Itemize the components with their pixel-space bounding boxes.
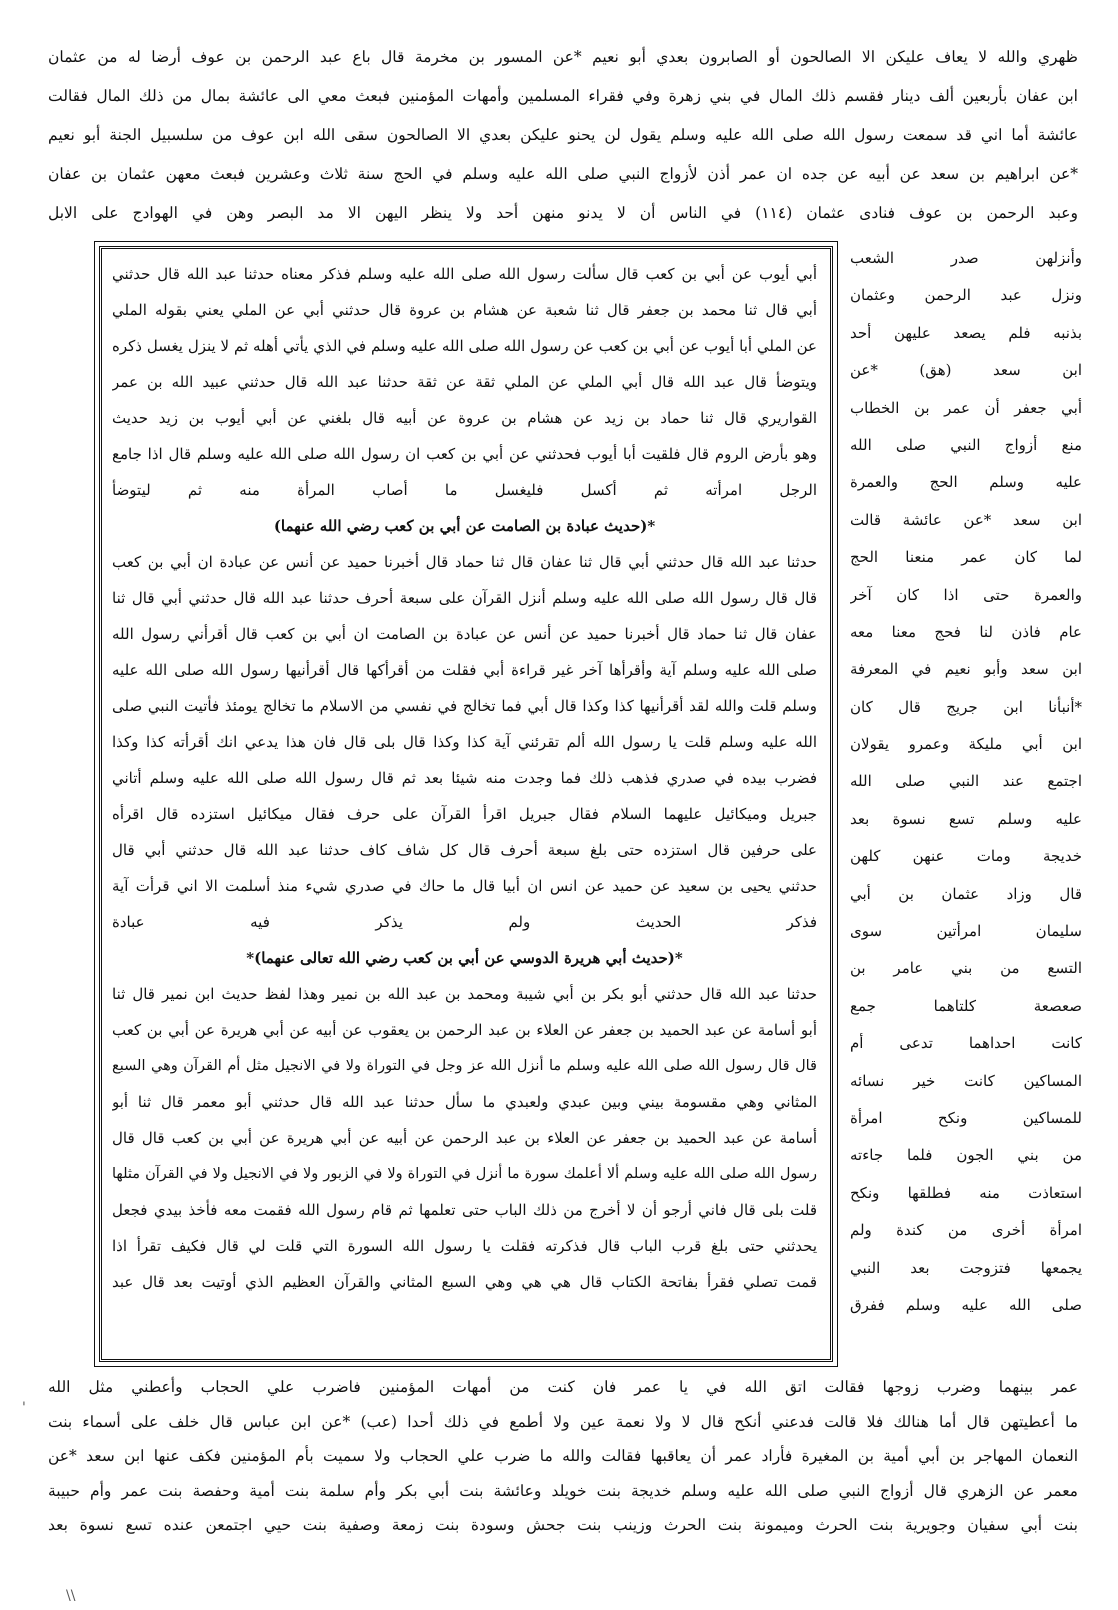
side-line: منع أزواج النبي صلى الله xyxy=(850,435,1082,454)
side-line: *أنبأنا ابن جريج قال كان xyxy=(850,697,1082,716)
side-line: يجمعها فتزوجت بعد النبي xyxy=(850,1258,1082,1277)
side-line: لما كان عمر منعنا الحج xyxy=(850,548,1082,567)
side-line: ابن سعد (هق) *عن xyxy=(850,361,1082,380)
side-line: عليه وسلم الحج والعمرة xyxy=(850,473,1082,492)
main-line: قلت بلى قال فاني أرجو أن لا أخرج من ذلك الباب حتى تعلمها ثم قام رسول الله فقمت معه فأخذ بيدي فجعل xyxy=(112,1201,817,1219)
bottom-line: ما أعطيتهن قال أما هنالك فلا قالت فدعني أنكح قال لا ولا نعمة عين ولا أطمع في ذلك أحدا (عب) *عن ابن عباس قال خلف على أسماء بنت xyxy=(48,1412,1078,1431)
main-line: عفان قال ثنا حماد قال أخبرنا حميد عن أنس عن عبادة بن الصامت ان أبي بن كعب قال أقرأني رسول الله xyxy=(112,625,817,643)
main-line: وهو بأرض الروم قال فلقيت أبا أيوب فحدثني عن أبي بن كعب ان رسول الله صلى الله عليه وسلم قال اذا جامع xyxy=(112,445,817,463)
main-line: ويتوضأ قال عبد الله قال أبي الملي عن الملي ثقة عن ثقة حدثنا عبد الله قال حدثني عبيد الله بن عمر xyxy=(112,373,817,391)
main-line: الرجل امرأته ثم أكسل فليغسل ما أصاب المرأة منه ثم ليتوضأ xyxy=(112,481,817,499)
side-line: خديجة ومات عنهن كلهن xyxy=(850,847,1082,866)
main-line: قمت تصلي فقرأ بفاتحة الكتاب قال هي هي وهي السبع المثاني والقرآن العظيم الذي أوتيت بعد قال عبد xyxy=(112,1273,817,1291)
main-line: فذكر الحديث ولم يذكر فيه عبادة xyxy=(112,913,817,931)
top-margin-commentary xyxy=(48,38,1078,234)
main-text xyxy=(112,256,817,1350)
side-line: عليه وسلم تسع نسوة بعد xyxy=(850,809,1082,828)
scan-artifact: \\ xyxy=(66,1588,76,1604)
side-line: والعمرة حتى اذا كان آخر xyxy=(850,585,1082,604)
side-line: اجتمع عند النبي صلى الله xyxy=(850,772,1082,791)
main-line: أسامة عن عبد الحميد بن جعفر عن العلاء بن عبد الرحمن عن أبيه عن أبي هريرة عن أبي بن كعب قال قال xyxy=(112,1129,817,1147)
scan-artifact: ' xyxy=(22,1400,26,1416)
top-line: ظهري والله لا يعاف عليكن الا الصالحون أو الصابرون بعدي أبو نعيم *عن المسور بن مخرمة قال باع عبد الرحمن بن عوف أرضا له من عثمان xyxy=(48,48,1078,66)
side-line: بذنبه فلم يصعد عليهن أحد xyxy=(850,323,1082,342)
main-line: عن الملي أبا أيوب عن أبي بن كعب عن رسول الله صلى الله عليه وسلم في الذي يأتي أهله ثم لا ينزل يغسل ذكره xyxy=(112,337,817,355)
main-line: أبي أيوب عن أبي بن كعب قال سألت رسول الله صلى الله عليه وسلم فذكر معناه حدثنا عبد الله قال حدثني xyxy=(112,265,817,283)
main-line: وسلم قلت والله لقد أقرأنيها كذا وكذا قال أبي فما تخالج في نفسي من الاسلام ما تخالج يومئذ فأتيت النبي صلى xyxy=(112,697,817,715)
main-line: المثاني وهي مقسومة بيني وبين عبدي ولعبدي ما سأل حدثنا عبد الله قال حدثني أبو معمر قال ثنا أبو xyxy=(112,1093,817,1111)
side-line: كانت احداهما تدعى أم xyxy=(850,1034,1082,1053)
bottom-line: بنت أبي سفيان وجويرية بنت الحرث وميمونة بنت الحرث وزينب بنت جحش وسودة بنت زمعة وصفية بنت حيي اجتمعن عنده تسع نسوة بعد xyxy=(48,1516,1078,1534)
main-line: أبو أسامة عن عبد الحميد بن جعفر عن العلاء بن عبد الرحمن بن يعقوب عن أبيه عن أبي هريرة عن أبي بن كعب xyxy=(112,1021,817,1039)
bottom-line: عمر بينهما وضرب زوجها فقالت اتق الله في يا عمر فان كنت من أمهات المؤمنين فاضرب علي الحجاب وأعطني مثل الله xyxy=(48,1378,1078,1396)
top-line: ابن عفان بأربعين ألف دينار فقسم ذلك المال في بني زهرة وفي فقراء المسلمين وأمهات المؤمنين فبعث معي الى عائشة بمال من ذلك المال فقالت xyxy=(48,87,1078,105)
top-line: وعبد الرحمن بن عوف فنادى عثمان (١١٤) في الناس أن لا يدنو منهن أحد ولا ينظر اليهن الا مد البصر وهن في الهوادج على الابل xyxy=(48,204,1078,222)
bottom-margin-commentary xyxy=(48,1370,1078,1590)
main-line: صلى الله عليه وسلم آية وأقرأها آخر غير قراءة أبي فقلت من أقرأكها قال أقرأنيها رسول الله صلى الله عليه xyxy=(112,661,817,679)
main-line: يحدثني حتى بلغ قرب الباب قال فذكرته فقلت يا رسول الله السورة التي قلت لي قال فكيف تقرأ اذا xyxy=(112,1237,817,1255)
side-line: استعاذت منه فطلقها ونكح xyxy=(850,1183,1082,1202)
main-line: على حرفين قال استزده حتى بلغ سبعة أحرف قال كل شاف كاف حدثنا عبد الله قال حدثني أبي قال xyxy=(112,841,817,859)
side-line: سليمان امرأتين سوى xyxy=(850,922,1082,941)
main-line: أبي قال ثنا محمد بن جعفر قال ثنا شعبة عن هشام بن عروة قال حدثني أبي عن الملي يعني بقوله الملي xyxy=(112,301,817,319)
side-line: ابن أبي مليكة وعمرو يقولان xyxy=(850,735,1082,754)
main-line: قال قال رسول الله صلى الله عليه وسلم ما أنزل الله عز وجل في التوراة ولا في الانجيل مثل أم القرآن وهي السبع xyxy=(112,1058,817,1074)
section-heading: *(حديث عبادة بن الصامت عن أبي بن كعب رضي الله عنهما) xyxy=(273,517,656,535)
main-line: الله عليه وسلم قلت يا رسول الله ألم تقرئني آية كذا وكذا قال بلى قال فان هذا يدعي انك أقرأته كذا وكذا xyxy=(112,733,817,751)
bottom-line: معمر عن الزهري قال أزواج النبي صلى الله عليه وسلم خديجة بنت خويلد وعائشة بنت أبي بكر وأم سلمة بنت أمية وحفصة بنت عمر وأم حبيبة xyxy=(48,1481,1078,1500)
side-line: وأنزلهن صدر الشعب xyxy=(850,249,1082,267)
side-line: صعصعة كلتاهما جمع xyxy=(850,996,1082,1015)
top-line: عائشة أما اني قد سمعت رسول الله صلى الله عليه وسلم يقول لن يحنو عليكن بعدي الا الصالحون سقى الله ابن عوف من سلسبيل الجنة أبو نعيم xyxy=(48,126,1078,144)
side-line: ونزل عبد الرحمن وعثمان xyxy=(850,286,1082,305)
main-line: القواريري قال ثنا حماد بن زيد عن هشام بن عروة عن أبيه قال بلغني عن أبي أيوب بن زيد حديث xyxy=(112,409,817,427)
side-line: ابن سعد وأبو نعيم في المعرفة xyxy=(850,660,1082,679)
side-line: صلى الله عليه وسلم ففرق xyxy=(850,1295,1082,1314)
main-line: حدثنا عبد الله قال حدثني أبو بكر بن أبي شيبة ومحمد بن عبد الله بن نمير وهذا لفظ حديث ابن نمير قال ثنا xyxy=(112,985,817,1003)
side-margin-commentary xyxy=(850,240,1082,1360)
side-line: التسع من بني عامر بن xyxy=(850,959,1082,978)
side-line: المساكين كانت خير نسائه xyxy=(850,1071,1082,1090)
side-line: أبي جعفر أن عمر بن الخطاب xyxy=(850,398,1082,417)
side-line: عام فاذن لنا فحج معنا معه xyxy=(850,622,1082,641)
side-line: من بني الجون فلما جاءته xyxy=(850,1146,1082,1165)
section-heading: *(حديث أبي هريرة الدوسي عن أبي بن كعب رضي الله تعالى عنهما)* xyxy=(246,949,683,967)
side-line: للمساكين ونكح امرأة xyxy=(850,1108,1082,1127)
side-line: امرأة أخرى من كندة ولم xyxy=(850,1221,1082,1240)
side-line: ابن سعد *عن عائشة قالت xyxy=(850,510,1082,529)
main-line: رسول الله صلى الله عليه وسلم ألا أعلمك سورة ما أنزل في التوراة ولا في الزبور ولا في الانجيل ولا في القرآن مثلها xyxy=(112,1166,817,1182)
main-line: حدثني يحيى بن سعيد عن حميد عن انس ان أبيا قال ما حاك في صدري شيء منذ أسلمت الا اني قرأت آية xyxy=(112,877,817,895)
main-line: فضرب بيده في صدري فذهب ذلك فما وجدت منه شيئا بعد ثم قال رسول الله صلى الله عليه وسلم أتاني xyxy=(112,769,817,787)
bottom-line: النعمان المهاجر بن أبي أمية بن المغيرة فأراد عمر أن يعاقبها فقالت والله ما ضرب علي الحجاب ولا سميت بأم المؤمنين فكف عنها ابن سعد *عن xyxy=(48,1447,1078,1465)
main-line: جبريل وميكائيل عليهما السلام فقال جبريل اقرأ القرآن على حرف فقال ميكائيل استزده قال اقرأه xyxy=(112,805,817,823)
side-line: قال وزاد عثمان بن أبي xyxy=(850,884,1082,903)
top-line: *عن ابراهيم بن سعد عن أبيه عن جده ان عمر أذن لأزواج النبي صلى الله عليه وسلم في الحج سنة ثلاث وعشرين فبعث معهن عثمان بن عفان xyxy=(48,165,1078,183)
main-line: قال قال رسول الله صلى الله عليه وسلم أنزل القرآن على سبعة أحرف حدثنا عبد الله قال حدثني أبي قال ثنا xyxy=(112,589,817,607)
main-line: حدثنا عبد الله قال حدثني أبي قال ثنا عفان قال ثنا حماد قال أخبرنا حميد عن أنس عن عبادة ان أبي بن كعب xyxy=(112,553,817,571)
